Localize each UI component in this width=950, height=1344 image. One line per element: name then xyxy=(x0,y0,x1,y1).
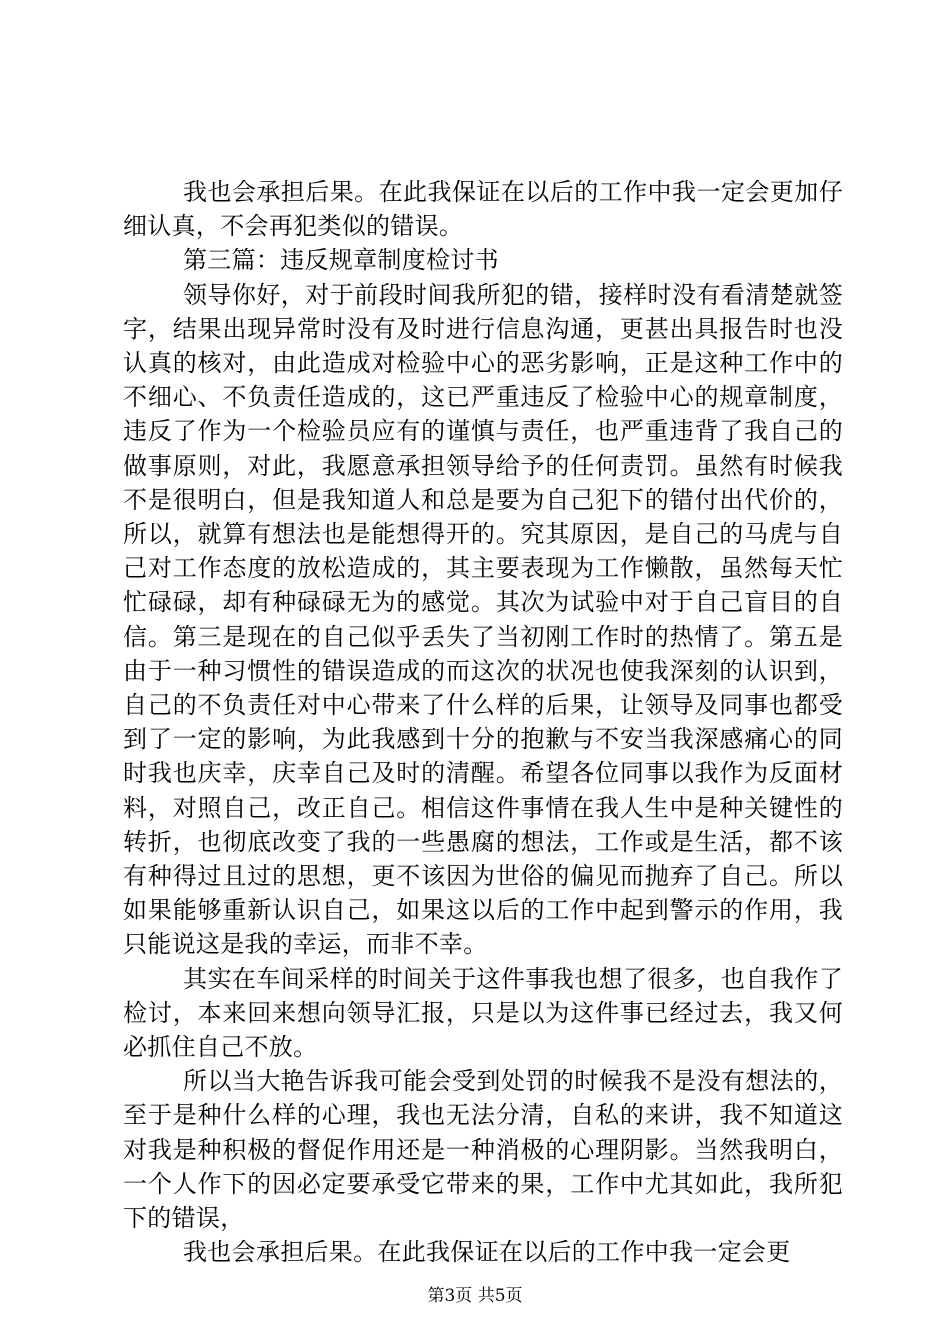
document-body xyxy=(123,175,843,1270)
section-heading: 第三篇：违反规章制度检讨书 xyxy=(183,246,499,275)
paragraph-main: 领导你好，对于前段时间我所犯的错，接样时没有看清楚就签字，结果出现异常时没有及时进行信息沟通，更甚出具报告时也没认真的核对，由此造成对检验中心的恶劣影响，正是这种工作中的不细心、不负责任造成的，这已严重违反了检验中心的规章制度，违反了作为一个检验员应有的谨慎与责任，也严重违背了我自己的做事原则，对此，我愿意承担领导给予的任何责罚。虽然有时候我不是很明白，但是我知道人和总是要为自己犯下的错付出代价的，所以，就算有想法也是能想得开的。究其原因，是自己的马虎与自己对工作态度的放松造成的，其主要表现为工作懒散，虽然每天忙忙碌碌，却有种碌碌无为的感觉。其次为试验中对于自己盲目的自信。第三是现在的自己似乎丢失了当初刚工作时的热情了。第五是由于一种习惯性的错误造成的而这次的状况也使我深刻的认识到，自己的不负责任对中心带来了什么样的后果，让领导及同事也都受到了一定的影响，为此我感到十分的抱歉与不安当我深感痛心的同时我也庆幸，庆幸自己及时的清醒。希望各位同事以我作为反面材料，对照自己，改正自己。相信这件事情在我人生中是种关键性的转折，也彻底改变了我的一些愚腐的想法，工作或是生活，都不该有种得过且过的思想，更不该因为世俗的偏见而抛弃了自己。所以如果能够重新认识自己，如果这以后的工作中起到警示的作用，我只能说这是我的幸运，而非不幸。 xyxy=(123,280,843,959)
paragraph-trailing: 我也会承担后果。在此我保证在以后的工作中我一定会更 xyxy=(183,1238,791,1267)
paragraph-continuation: 我也会承担后果。在此我保证在以后的工作中我一定会更加仔细认真，不会再犯类似的错误。 xyxy=(123,178,843,241)
paragraph-workshop: 其实在车间采样的时间关于这件事我也想了很多，也自我作了检讨，本来回来想向领导汇报，只是以为这件事已经过去，我又何必抓住自己不放。 xyxy=(123,964,843,1062)
page-number-footer: 第3页 共5页 xyxy=(427,1286,523,1306)
paragraph-feelings: 所以当大艳告诉我可能会受到处罚的时候我不是没有想法的，至于是种什么样的心理，我也无法分清，自私的来讲，我不知道这对我是种积极的督促作用还是一种消极的心理阴影。当然我明白，一个人作下的因必定要承受它带来的果，工作中尤其如此，我所犯下的错误， xyxy=(123,1067,843,1233)
